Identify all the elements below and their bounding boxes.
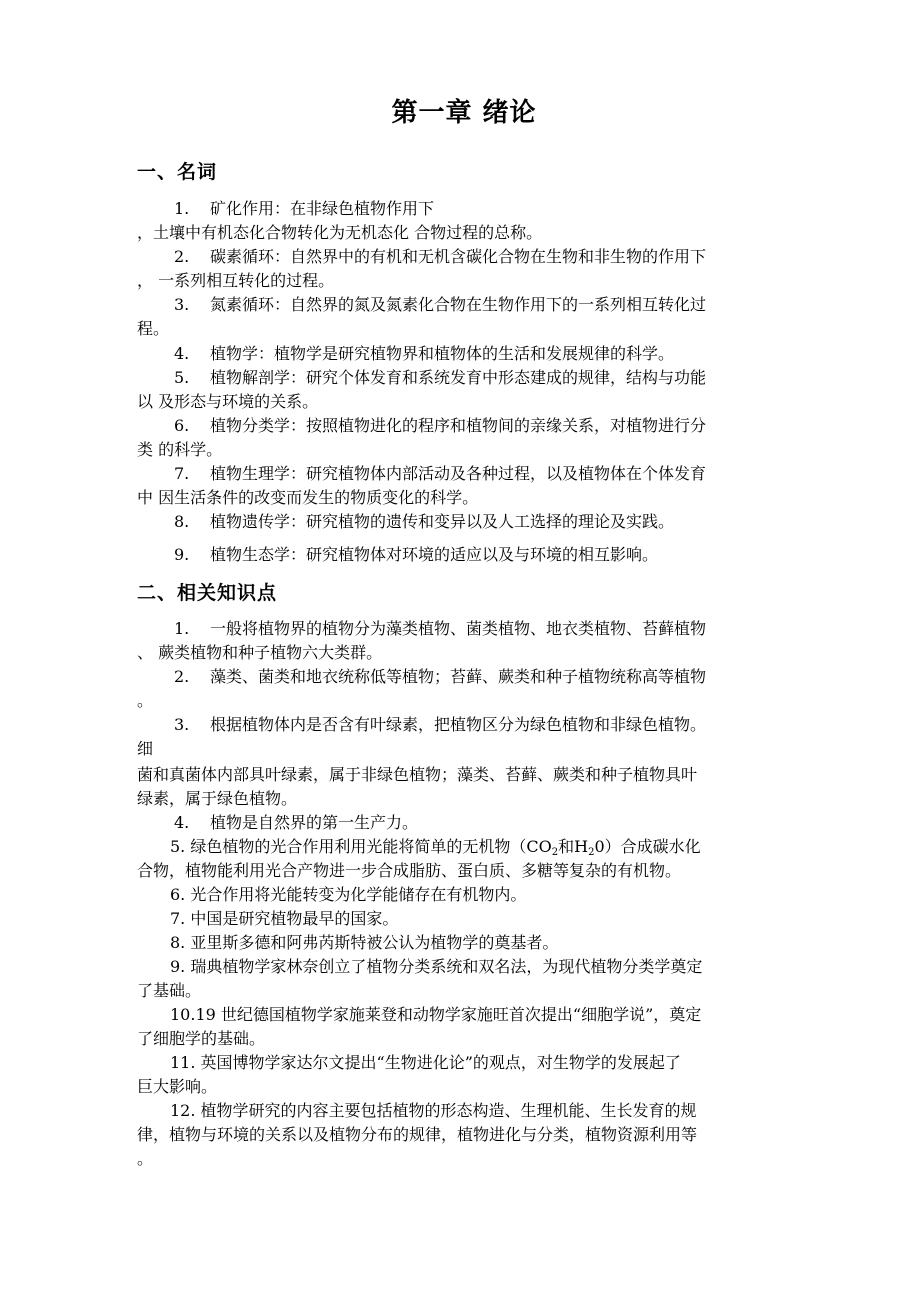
knowledge-line: 、 蕨类植物和种子植物六大类群。 [137, 643, 383, 662]
chapter-title: 第一章 绪论 [391, 98, 537, 128]
section-heading-knowledge: 二、相关知识点 [137, 582, 278, 604]
item-number: 3. [174, 295, 190, 314]
item-number: 4. [174, 344, 190, 363]
knowledge-line: 绿素，属于绿色植物。 [137, 789, 298, 808]
item-number: 2. [174, 247, 190, 266]
knowledge-line: 11. 英国博物学家达尔文提出“生物进化论”的观点，对生物学的发展起了 [170, 1053, 681, 1072]
formula-subscript-co2: 2 [551, 847, 559, 858]
knowledge-line: 菌和真菌体内部具叶绿素，属于非绿色植物；藻类、苔藓、蕨类和种子植物具叶 [137, 765, 698, 784]
knowledge-line: 律，植物与环境的关系以及植物分布的规律，植物进化与分类，植物资源利用等 [137, 1125, 698, 1144]
term-line: ， 一系列相互转化的过程。 [137, 271, 335, 290]
knowledge-line-formula [170, 837, 701, 863]
knowledge-line [174, 813, 418, 833]
term-line: ，土壤中有机态化合物转化为无机态化 合物过程的总称。 [137, 223, 543, 242]
knowledge-line: 了基础。 [137, 981, 202, 1000]
term-line [174, 512, 674, 532]
term-line [174, 199, 434, 219]
item-number: 1. [174, 199, 190, 218]
term-line: 类 的科学。 [137, 440, 223, 459]
knowledge-line: 8. 亚里斯多德和阿弗芮斯特被公认为植物学的奠基者。 [170, 933, 559, 952]
item-text: 植物分类学：按照植物进化的程序和植物间的亲缘关系，对植物进行分 [210, 416, 707, 435]
knowledge-line: 9. 瑞典植物学家林奈创立了植物分类系统和双名法，为现代植物分类学奠定 [170, 957, 703, 976]
knowledge-line: 10.19 世纪德国植物学家施莱登和动物学家施旺首次提出“细胞学说”，奠定 [170, 1005, 702, 1024]
item-text: 一般将植物界的植物分为藻类植物、菌类植物、地衣类植物、苔藓植物 [210, 619, 707, 638]
formula-subscript-h2o: 2 [588, 847, 595, 858]
section-heading-terms: 一、名词 [137, 161, 218, 183]
term-line [174, 416, 706, 436]
term-line [174, 545, 658, 565]
item-text: 植物是自然界的第一生产力。 [210, 813, 419, 832]
knowledge-line: 了细胞学的基础。 [137, 1029, 266, 1048]
item-text: 植物解剖学：研究个体发育和系统发育中形态建成的规律，结构与功能 [210, 368, 707, 387]
term-line [174, 295, 706, 315]
term-line [174, 464, 706, 484]
term-line [174, 368, 706, 388]
item-text: 植物生态学：研究植物体对环境的适应以及与环境的相互影响。 [210, 545, 659, 564]
item-text: 植物遗传学：研究植物的遗传和变异以及人工选择的理论及实践。 [210, 512, 675, 531]
item-number: 8. [174, 512, 190, 531]
formula-text-b: 和H [558, 837, 589, 856]
item-number: 1. [174, 619, 190, 638]
knowledge-line [174, 667, 706, 687]
term-line [174, 247, 706, 267]
item-text: 藻类、菌类和地衣统称低等植物；苔藓、蕨类和种子植物统称高等植物 [210, 667, 707, 686]
item-number: 6. [174, 416, 190, 435]
knowledge-line [174, 619, 706, 639]
term-line: 中 因生活条件的改变而发生的物质变化的科学。 [137, 488, 479, 507]
knowledge-line: 合物，植物能利用光合产物进一步合成脂肪、蛋白质、多糖等复杂的有机物。 [137, 861, 682, 880]
item-text: 植物生理学：研究植物体内部活动及各种过程，以及植物体在个体发育 [210, 464, 707, 483]
knowledge-line [174, 715, 706, 735]
knowledge-line: 巨大影响。 [137, 1077, 218, 1096]
term-line: 以 及形态与环境的关系。 [137, 392, 319, 411]
item-number: 2. [174, 667, 190, 686]
term-line [174, 344, 674, 364]
item-number: 7. [174, 464, 190, 483]
item-number: 5. [174, 368, 190, 387]
item-text: 矿化作用：在非绿色植物作用下 [210, 199, 435, 218]
item-text: 氮素循环：自然界的氮及氮素化合物在生物作用下的一系列相互转化过 [210, 295, 707, 314]
knowledge-line: 。 [137, 1149, 154, 1168]
item-number: 9. [174, 545, 190, 564]
knowledge-line: 6. 光合作用将光能转变为化学能储存在有机物内。 [170, 885, 527, 904]
item-number: 3. [174, 715, 190, 734]
formula-text-c: 0）合成碳水化 [594, 837, 701, 856]
item-text: 根据植物体内是否含有叶绿素，把植物区分为绿色植物和非绿色植物。 [210, 715, 707, 734]
item-text: 植物学：植物学是研究植物界和植物体的生活和发展规律的科学。 [210, 344, 675, 363]
item-number: 4. [174, 813, 190, 832]
knowledge-line: 12. 植物学研究的内容主要包括植物的形态构造、生理机能、生长发育的规 [170, 1101, 697, 1120]
item-text: 碳素循环：自然界中的有机和无机含碳化合物在生物和非生物的作用下 [210, 247, 707, 266]
knowledge-line: 7. 中国是研究植物最早的国家。 [170, 909, 399, 928]
term-line: 程。 [137, 319, 170, 338]
knowledge-line: 细 [137, 739, 154, 758]
formula-text-a: 5. 绿色植物的光合作用利用光能将简单的无机物（CO [170, 837, 552, 856]
knowledge-line: 。 [137, 691, 154, 710]
